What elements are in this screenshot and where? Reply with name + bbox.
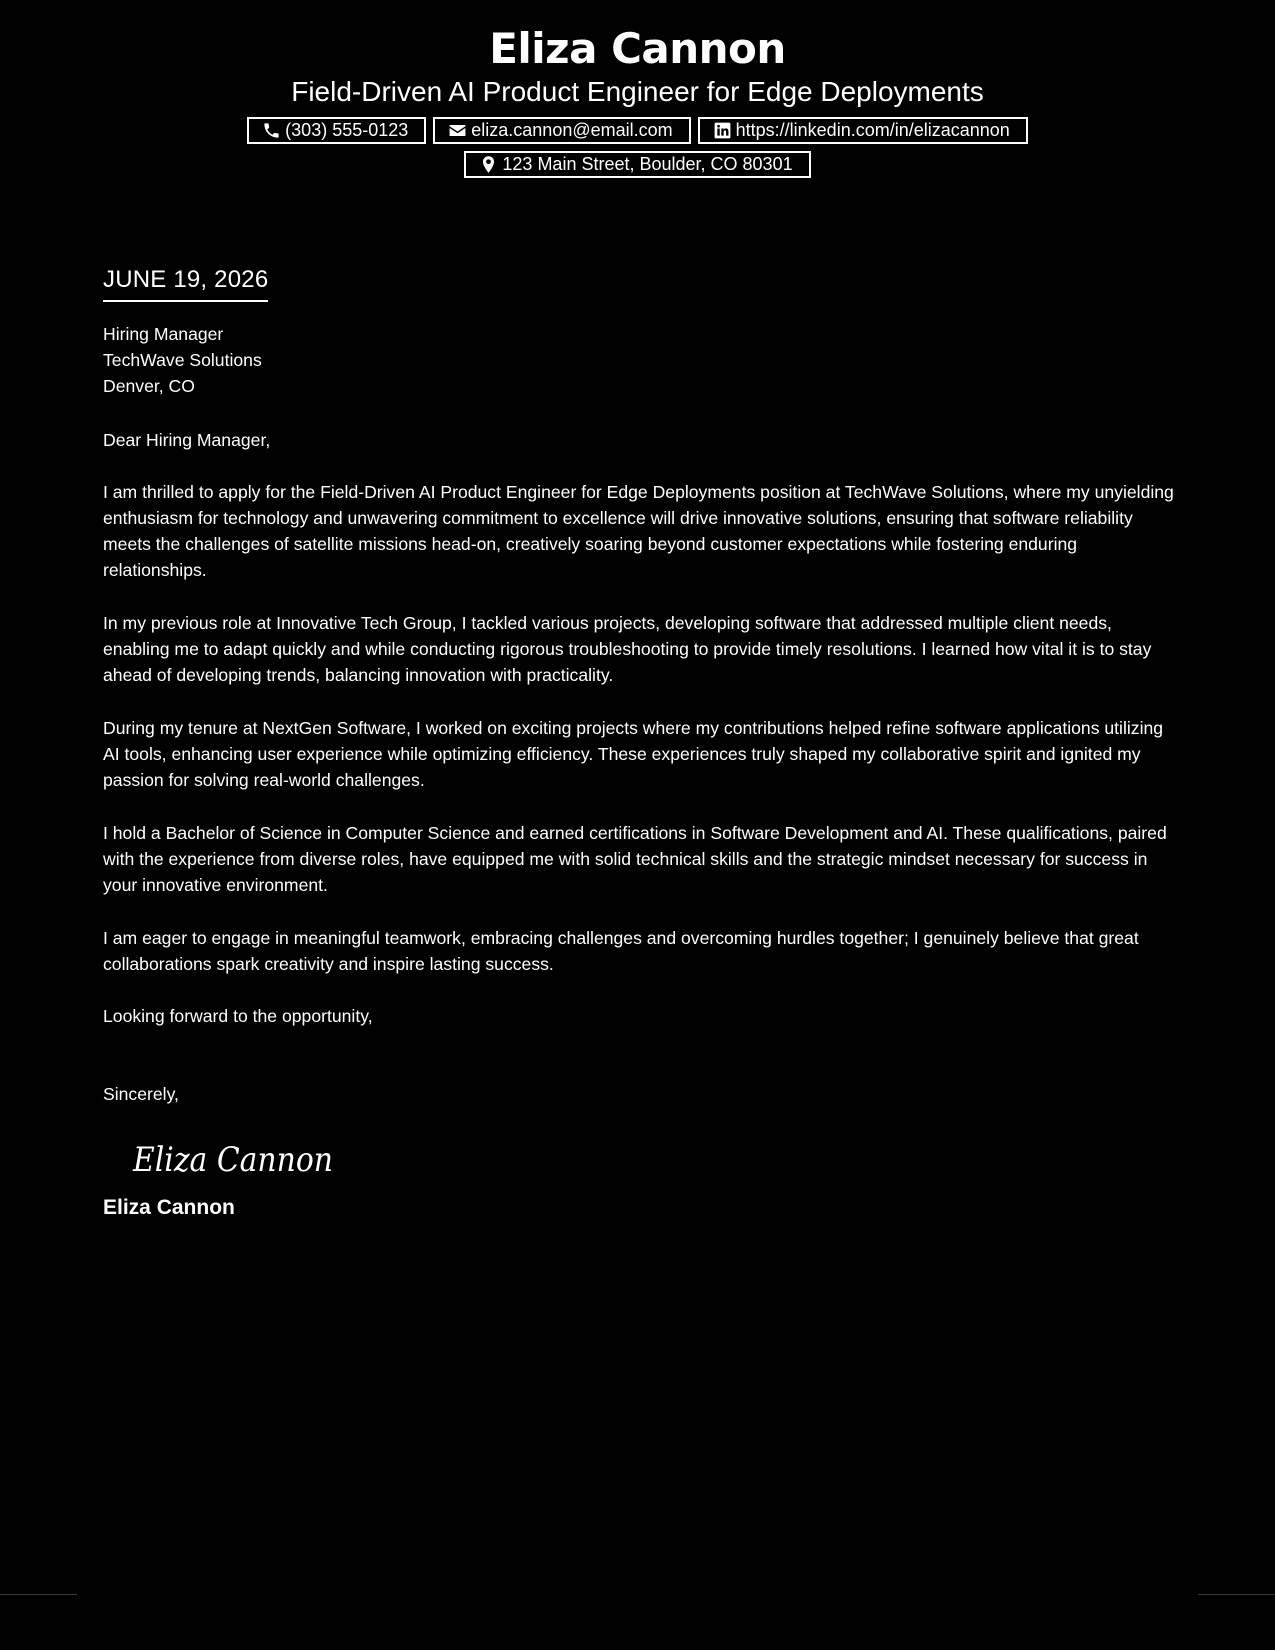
recipient-block — [103, 321, 1175, 399]
applicant-name: Eliza Cannon — [489, 24, 786, 73]
phone-icon — [262, 121, 281, 140]
footer-rule-left — [0, 1594, 77, 1595]
paragraph-experience-1: In my previous role at Innovative Tech Group, I tackled various projects, developing software that addressed multiple client needs, enabling me to adapt quickly and while conducting rigorous troubleshooting to provide timely resolutions. I learned how vital it is to stay ahead of developing trends, balancing innovation with practicality. — [103, 613, 1152, 685]
linkedin-icon — [713, 121, 732, 140]
paragraph-experience-2: During my tenure at NextGen Software, I worked on exciting projects where my contributions helped refine software applications utilizing AI tools, enhancing user experience while optimizing efficiency. These experiences truly shaped my collaborative spirit and ignited my passion for solving real-world challenges. — [103, 718, 1164, 790]
salutation: Dear Hiring Manager, — [103, 430, 271, 450]
contact-phone[interactable] — [247, 117, 426, 144]
envelope-icon — [448, 121, 467, 140]
letter-body — [103, 263, 1175, 1223]
letter-header — [0, 22, 1275, 178]
signature-text: Eliza Cannon — [132, 1140, 333, 1180]
paragraph-teamwork: I am eager to engage in meaningful teamwork, embracing challenges and overcoming hurdles together; I genuinely believe that great collaborations spark creativity and inspire lasting success. — [103, 928, 1139, 974]
paragraph-education: I hold a Bachelor of Science in Computer Science and earned certifications in Software Development and AI. These qualifications, paired with the experience from diverse roles, have equipped me with solid technical skills and the strategic mindset necessary for success in your innovative environment. — [103, 823, 1167, 895]
contact-linkedin-text: https://linkedin.com/in/elizacannon — [735, 120, 1010, 140]
map-pin-icon — [479, 155, 498, 174]
contact-address-text: 123 Main Street, Boulder, CO 80301 — [502, 154, 793, 174]
recipient-role: Hiring Manager — [103, 324, 224, 344]
recipient-company: TechWave Solutions — [103, 350, 262, 370]
signoff: Sincerely, — [103, 1084, 179, 1104]
contact-email[interactable] — [433, 117, 690, 144]
contact-address[interactable] — [464, 151, 810, 178]
contact-email-text: eliza.cannon@email.com — [471, 120, 673, 140]
recipient-location: Denver, CO — [103, 376, 195, 396]
signed-name: Eliza Cannon — [103, 1196, 235, 1219]
signature — [131, 1131, 361, 1183]
contact-linkedin[interactable] — [698, 117, 1028, 144]
closing-line: Looking forward to the opportunity, — [103, 1006, 373, 1026]
paragraph-intro: I am thrilled to apply for the Field-Driven AI Product Engineer for Edge Deployments position at TechWave Solutions, where my unyielding enthusiasm for technology and unwavering commitment to excellence will drive innovative solutions, ensuring that software reliability meets the challenges of satellite missions head-on, creatively soaring beyond customer expectations while fostering enduring relationships. — [103, 482, 1174, 580]
letter-date: JUNE 19, 2026 — [103, 263, 268, 302]
contact-row-secondary — [0, 151, 1275, 178]
job-title: Field-Driven AI Product Engineer for Edge Deployments — [291, 76, 984, 107]
contact-row-primary — [0, 117, 1275, 144]
contact-phone-text: (303) 555-0123 — [285, 120, 409, 140]
signature-drawing — [131, 1131, 361, 1183]
footer-rule-right — [1198, 1594, 1275, 1595]
